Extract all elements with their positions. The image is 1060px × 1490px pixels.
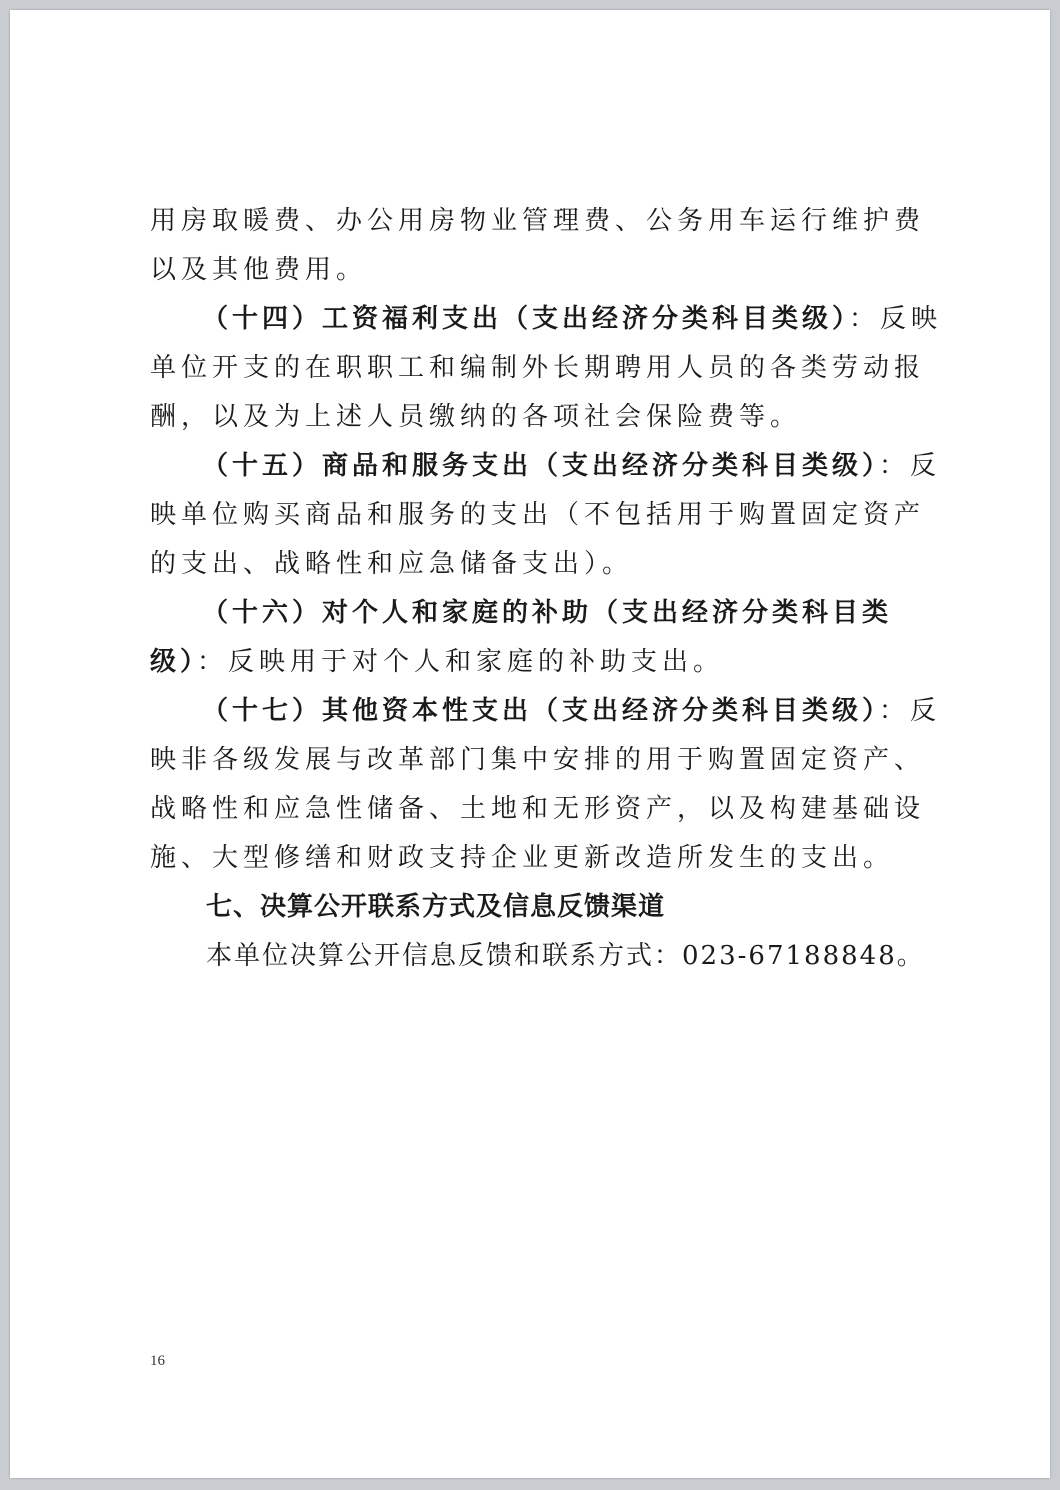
item-paragraph-16 [150,589,950,687]
item-description-17: 反映非各级发展与改革部门集中安排的用于购置固定资产、战略性和应急性储备、土地和无形资产，以及构建基础设施、大型修缮和财政支持企业更新改造所发生的支出。 [150,696,942,873]
item-term-16: （十六）对个人和家庭的补助（支出经济分类科目类级） [150,598,893,677]
contact-paragraph [150,932,950,981]
item-description-14: 反映单位开支的在职职工和编制外长期聘用人员的各类劳动报酬，以及为上述人员缴纳的各项社会保险费等。 [150,304,943,432]
item-description-16: 反映用于对个人和家庭的补助支出。 [228,647,725,677]
item-term-15: （十五）商品和服务支出（支出经济分类科目类级） [202,451,880,481]
intro-text: 用房取暖费、办公用房物业管理费、公务用车运行维护费以及其他费用。 [150,206,926,285]
item-separator-15: ： [879,451,911,481]
item-description-15: 反映单位购买商品和服务的支出（不包括用于购置固定资产的支出、战略性和应急储备支出）。 [150,451,942,579]
item-term-14: （十四）工资福利支出（支出经济分类科目类级） [202,304,850,334]
document-body [150,197,950,981]
contact-end: 。 [896,941,925,971]
item-paragraph-17 [150,687,950,883]
item-paragraph-15 [150,442,950,589]
contact-phone: 023-67188848 [682,941,897,971]
intro-paragraph [150,197,950,295]
item-separator-14: ： [849,304,881,334]
page-number: 16 [150,1353,165,1369]
section-heading: 七、决算公开联系方式及信息反馈渠道 [206,892,666,922]
document-page [10,10,1050,1478]
contact-label: 本单位决算公开信息反馈和联系方式： [206,941,683,971]
item-separator-17: ： [879,696,911,726]
item-term-17: （十七）其他资本性支出（支出经济分类科目类级） [202,696,880,726]
item-paragraph-14 [150,295,950,442]
item-separator-16: ： [197,647,229,677]
